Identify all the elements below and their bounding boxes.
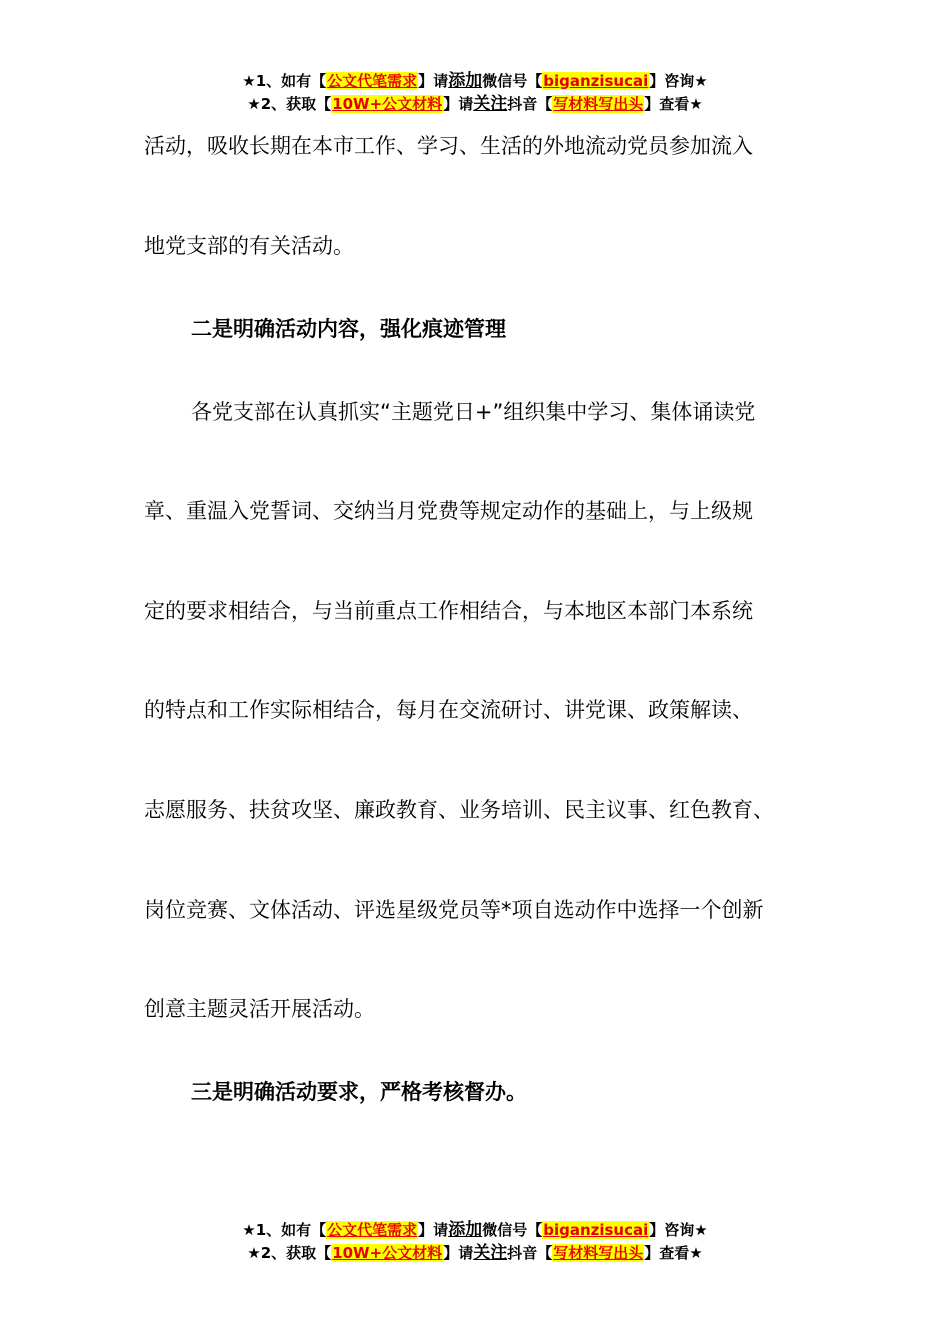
banner-text: 】查看★ (644, 95, 703, 113)
highlight-materials: 10W+公文材料 (332, 1244, 443, 1262)
banner-text: 】请 (418, 72, 449, 90)
banner-text: 】请 (443, 1244, 474, 1262)
section-heading-2: 二是明确活动内容，强化痕迹管理 (191, 317, 506, 341)
paragraph-line: 地党支部的有关活动。 (144, 234, 354, 258)
banner-emphasis: 添加 (448, 1220, 483, 1240)
banner-text: 】请 (418, 1221, 449, 1239)
highlight-service: 公文代笔需求 (327, 1221, 418, 1239)
banner-text: ★2、获取【 (247, 95, 332, 113)
highlight-service: 公文代笔需求 (327, 72, 418, 90)
banner-emphasis: 关注 (473, 94, 508, 114)
top-banner (0, 70, 950, 116)
banner-emphasis: 添加 (448, 71, 483, 91)
highlight-douyin-account: 写材料写出头 (553, 95, 644, 113)
highlight-materials: 10W+公文材料 (332, 95, 443, 113)
bottom-banner (0, 1219, 950, 1265)
banner-text: 】咨询★ (649, 1221, 708, 1239)
highlight-wechat-id: biganzisucai (543, 72, 649, 90)
banner-text: 抖音【 (507, 1244, 553, 1262)
banner-line-1 (0, 1219, 950, 1242)
paragraph-line: 各党支部在认真抓实“主题党日+”组织集中学习、集体诵读党 (191, 400, 756, 424)
banner-line-2 (0, 1242, 950, 1265)
banner-line-1 (0, 70, 950, 93)
section-heading-3: 三是明确活动要求，严格考核督办。 (191, 1080, 527, 1104)
paragraph-line: 志愿服务、扶贫攻坚、廉政教育、业务培训、民主议事、红色教育、 (144, 798, 774, 822)
banner-text: ★1、如有【 (242, 72, 327, 90)
paragraph-line: 活动，吸收长期在本市工作、学习、生活的外地流动党员参加流入 (144, 134, 753, 158)
paragraph-line: 岗位竞赛、文体活动、评选星级党员等*项自选动作中选择一个创新 (144, 898, 764, 922)
highlight-douyin-account: 写材料写出头 (553, 1244, 644, 1262)
banner-line-2 (0, 93, 950, 116)
banner-text: ★2、获取【 (247, 1244, 332, 1262)
paragraph-line: 的特点和工作实际相结合，每月在交流研讨、讲党课、政策解读、 (144, 698, 753, 722)
paragraph-line: 定的要求相结合，与当前重点工作相结合，与本地区本部门本系统 (144, 599, 753, 623)
paragraph-line: 章、重温入党誓词、交纳当月党费等规定动作的基础上，与上级规 (144, 499, 753, 523)
banner-text: 】查看★ (644, 1244, 703, 1262)
highlight-wechat-id: biganzisucai (543, 1221, 649, 1239)
banner-text: 抖音【 (507, 95, 553, 113)
banner-text: 】咨询★ (649, 72, 708, 90)
banner-text: 微信号【 (482, 72, 543, 90)
banner-emphasis: 关注 (473, 1243, 508, 1263)
banner-text: 微信号【 (482, 1221, 543, 1239)
paragraph-line: 创意主题灵活开展活动。 (144, 997, 375, 1021)
banner-text: 】请 (443, 95, 474, 113)
banner-text: ★1、如有【 (242, 1221, 327, 1239)
